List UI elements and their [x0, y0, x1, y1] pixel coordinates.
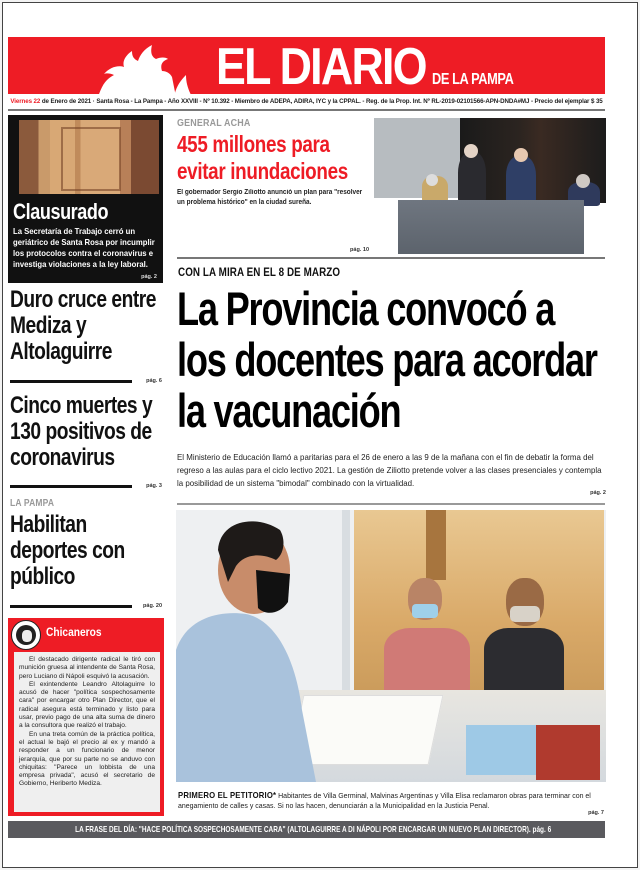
- section-rule: [177, 257, 605, 259]
- section-rule: [177, 503, 605, 505]
- story-page: pág. 6: [146, 378, 162, 384]
- divider: [10, 605, 132, 608]
- story-cinco-muertes[interactable]: [10, 393, 170, 493]
- divider: [10, 485, 132, 488]
- story-general-acha[interactable]: [177, 117, 377, 253]
- story-title: Habilitan deportes con público: [10, 511, 125, 590]
- story-page: pág. 3: [146, 483, 162, 489]
- story-kicker: LA PAMPA: [10, 498, 55, 509]
- caption-page: pág. 7: [588, 810, 604, 816]
- chicaneros-title: Chicaneros: [46, 625, 102, 639]
- clerk-figure: [176, 510, 326, 782]
- petitorio-photo: [176, 510, 606, 782]
- masthead: [8, 37, 605, 94]
- bird-logo-icon: [96, 45, 196, 94]
- story-kicker: GENERAL ACHA: [177, 117, 251, 129]
- frase-del-dia-text: LA FRASE DEL DÍA: "HACE POLÍTICA SOSPECHOSAMENTE CARA" (ALTOLAGUIRRE A DI NÁPOLI POR ENCARGAR UN NUEVO PLAN DIRECTOR). pág. 6: [75, 824, 552, 834]
- frase-del-dia-banner[interactable]: [8, 821, 605, 838]
- story-title: Duro cruce entre Mediza y Altolaguirre: [10, 286, 156, 365]
- story-title: 455 millones para evitar inundaciones: [177, 131, 348, 184]
- story-summary: El gobernador Sergio Ziliotto anunció un plan para "resolver un problema histórico" en la ciudad sureña.: [177, 189, 363, 206]
- story-page: pág. 20: [143, 603, 162, 609]
- chicaneros-paragraph: El exintendente Leandro Altolaguirre lo acusó de hacer "política sospechosamente cara" por encargar otro Plan Director, que el radical asegura está terminado y listo para usar, previo pago de una alta suma de dinero a la consultora que realizó el trabajo.: [19, 680, 155, 730]
- chicaneros-header: [8, 618, 164, 646]
- chicaneros-caricature-icon: [11, 620, 41, 650]
- main-story-kicker: CON LA MIRA EN EL 8 DE MARZO: [178, 265, 341, 279]
- main-story-page: pág. 2: [590, 490, 606, 496]
- chicaneros-paragraph: El destacado dirigente radical le tiró con munición gruesa al intendente de Santa Rosa, pero Luciano di Nápoli esquivó la acusación.: [19, 656, 155, 680]
- divider: [10, 380, 132, 383]
- main-story-body: El Ministerio de Educación llamó a paritarias para el 26 de enero a las 9 de la mañana con el fin de debatir la forma del regreso a las aulas para el ciclo lectivo 2021. La gestión de Ziliotto pretende volver a las clases presenciales y contempla la posibilidad de un sistema "bimodal" combinado con la virtualidad.: [177, 452, 602, 488]
- dateline-details: de Enero de 2021 · Santa Rosa - La Pampa - Año XXVIII - Nº 10.392 - Miembro de ADEPA, ADIRA, IYC y la CPPAL. - Reg. de la Prop. Int. Nº RL-2019-02101566-APN-DNDA#MJ - Precio del ejemplar $ 35: [40, 98, 603, 105]
- meeting-photo: [374, 118, 606, 254]
- story-duro-cruce[interactable]: [10, 287, 170, 387]
- main-story-headline[interactable]: La Provincia convocó a los docentes para acordar la vacunación: [177, 282, 597, 437]
- masthead-subtitle: DE LA PAMPA: [432, 71, 514, 88]
- masthead-title: EL DIARIO: [216, 38, 426, 94]
- clausurado-box[interactable]: [8, 115, 163, 283]
- clausurado-page: pág. 2: [141, 274, 157, 280]
- dateline-day: Viernes 22: [10, 98, 41, 105]
- story-habilitan-deportes[interactable]: [10, 498, 170, 613]
- clausurado-body: La Secretaría de Trabajo cerró un geriátrico de Santa Rosa por incumplir los protocolos contra el coronavirus e investiga violaciones a la ley laboral.: [13, 226, 155, 269]
- masthead-rule: [8, 109, 605, 111]
- clausurado-title: Clausurado: [13, 199, 109, 224]
- caption-text: Habitantes de Villa Germinal, Malvinas Argentinas y Villa Elisa reclamaron obras para terminar con el anegamiento de calles y casas. Si no las hacen, denunciarán a la Municipalidad en la Justicia Penal.: [178, 791, 591, 810]
- photo-caption: [178, 790, 601, 811]
- chicaneros-paragraph: En una treta común de la práctica política, el actual le bajó el precio al ex y mandó a responder a un funcionario de menor jerarquía, que por su parte no se anduvo con chiquitas: "Parece un lobbista de una empresa privada", acusó el secretario de Gobierno, Heriberto Mediza.: [19, 730, 155, 788]
- door-photo: [19, 120, 159, 194]
- dateline: [8, 98, 605, 105]
- story-title: Cinco muertes y 130 positivos de coronavirus: [10, 392, 153, 471]
- chicaneros-body: [14, 652, 160, 812]
- story-page: pág. 10: [350, 247, 369, 253]
- caption-lead: PRIMERO EL PETITORIO*: [178, 790, 277, 800]
- chicaneros-box[interactable]: [8, 618, 164, 816]
